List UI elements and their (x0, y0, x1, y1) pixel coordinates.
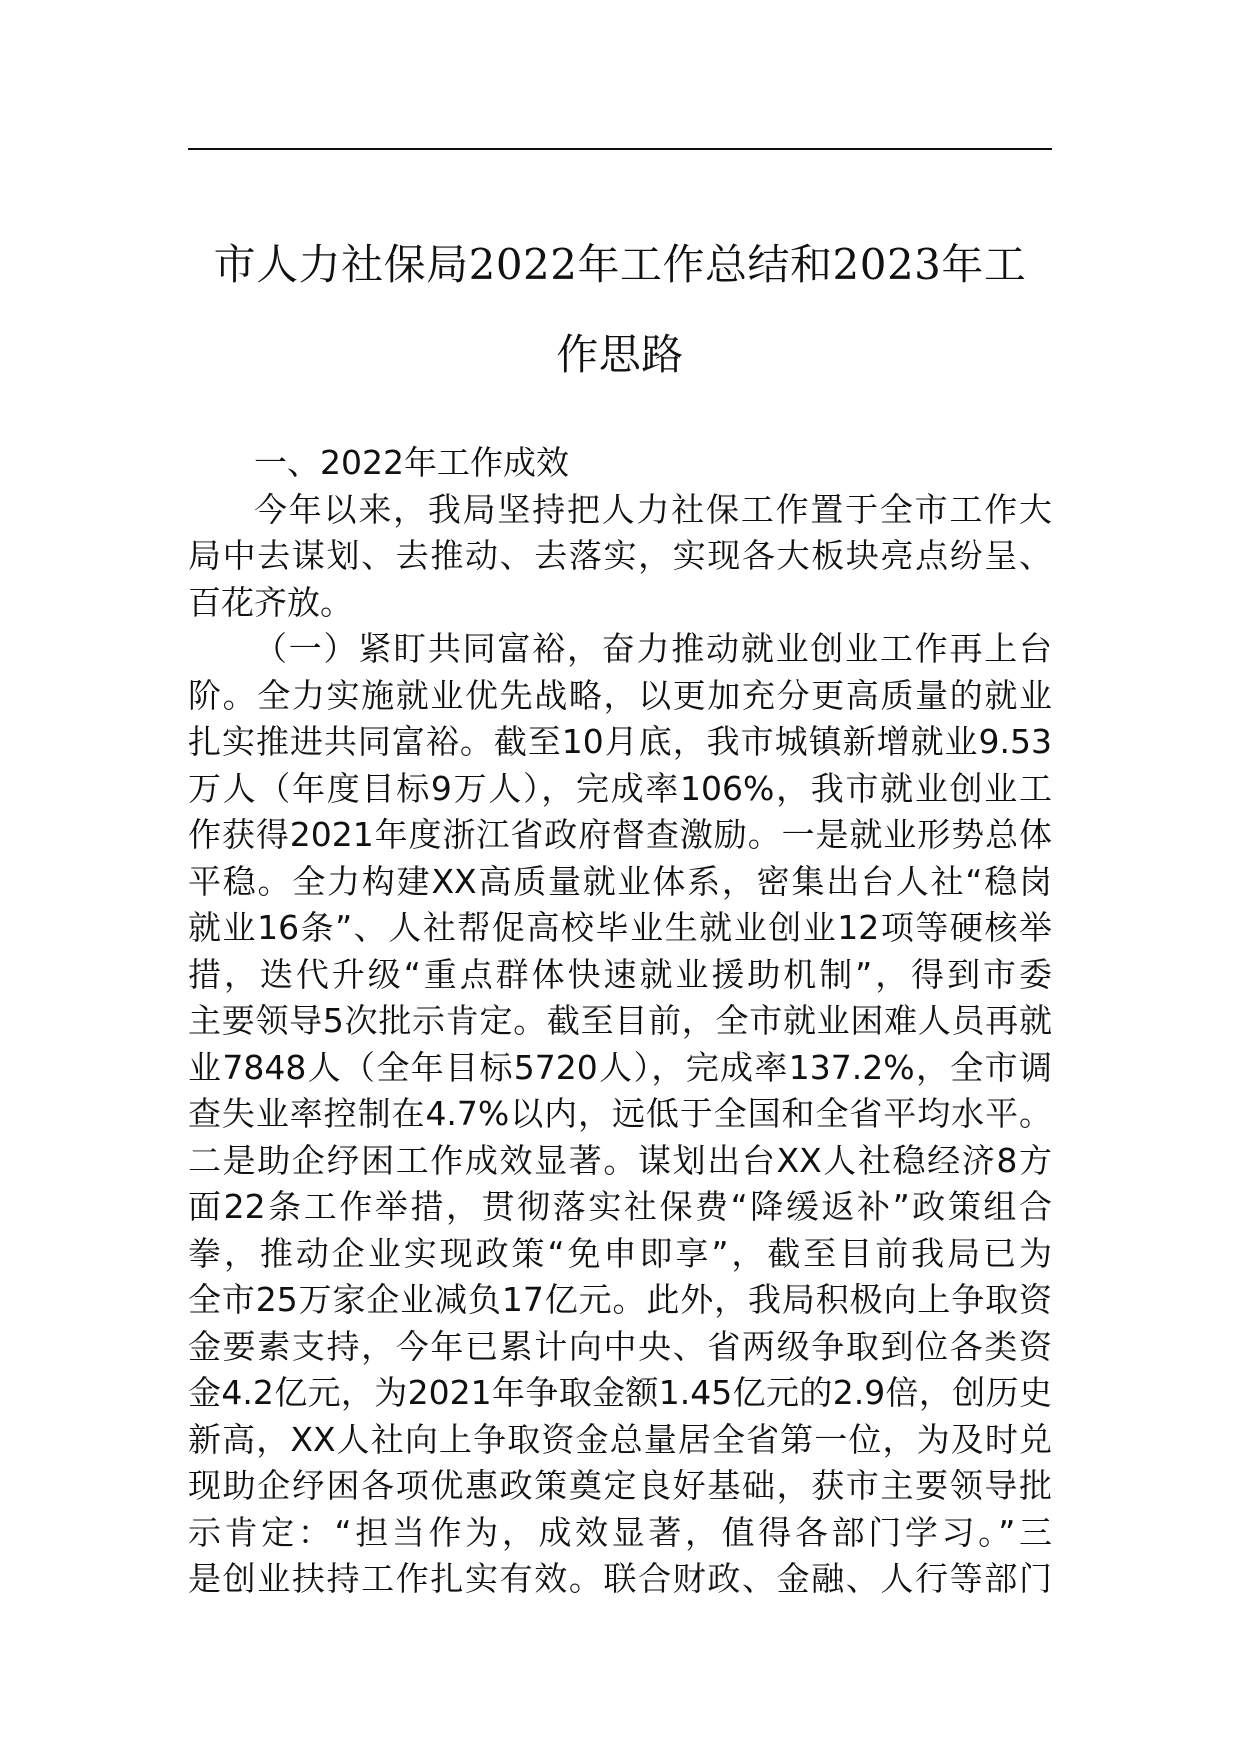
header-rule (188, 148, 1052, 150)
text-line: 扎实推进共同富裕。截至10月底，我市城镇新增就业9.53 (188, 722, 1052, 761)
section-heading: 一、2022年工作成效 (254, 443, 569, 482)
text-line: 局中去谋划、去推动、去落实，实现各大板块亮点纷呈、 (188, 536, 1052, 575)
paragraph-employment (188, 626, 1052, 1603)
text-line: 措，迭代升级“重点群体快速就业援助机制”，得到市委 (188, 954, 1052, 994)
text-line: （一）紧盯共同富裕，奋力推动就业创业工作再上台 (254, 629, 1052, 668)
text-line: 万人（年度目标9万人），完成率106%，我市就业创业工 (188, 768, 1052, 808)
text-line: 阶。全力实施就业优先战略，以更加充分更高质量的就业 (188, 675, 1052, 715)
text-line: 金要素支持，今年已累计向中央、省两级争取到位各类资 (188, 1326, 1052, 1366)
text-line: 面22条工作举措，贯彻落实社保费“降缓返补”政策组合 (188, 1187, 1052, 1226)
document-body (188, 440, 1052, 1603)
text-line: 就业16条”、人社帮促高校毕业生就业创业12项等硬核举 (188, 908, 1052, 947)
title-line: 市人力社保局2022年工作总结和2023年工 (213, 240, 1027, 289)
text-line: 业7848人（全年目标5720人），完成率137.2%，全市调 (188, 1047, 1052, 1087)
text-line: 是创业扶持工作扎实有效。联合财政、金融、人行等部门 (188, 1559, 1052, 1598)
text-line: 拳，推动企业实现政策“免申即享”，截至目前我局已为 (188, 1233, 1052, 1273)
text-line: 作获得2021年度浙江省政府督查激励。一是就业形势总体 (188, 815, 1052, 854)
paragraph-intro (188, 487, 1052, 627)
text-line: 金4.2亿元，为2021年争取金额1.45亿元的2.9倍，创历史 (188, 1373, 1052, 1412)
text-line: 今年以来，我局坚持把人力社保工作置于全市工作大 (254, 489, 1052, 529)
text-line: 平稳。全力构建XX高质量就业体系，密集出台人社“稳岗 (188, 861, 1052, 901)
text-line: 查失业率控制在4.7%以内，远低于全国和全省平均水平。 (188, 1094, 1052, 1133)
text-line: 全市25万家企业减负17亿元。此外，我局积极向上争取资 (188, 1280, 1052, 1319)
document-title (188, 220, 1052, 400)
title-line: 作思路 (556, 330, 684, 379)
text-line: 现助企纾困各项优惠政策奠定良好基础，获市主要领导批 (188, 1466, 1052, 1505)
text-line: 百花齐放。 (188, 582, 353, 622)
text-line: 新高，XX人社向上争取资金总量居全省第一位，为及时兑 (188, 1419, 1052, 1459)
text-line: 示肯定：“担当作为，成效显著，值得各部门学习。”三 (188, 1512, 1052, 1552)
text-line: 主要领导5次批示肯定。截至目前，全市就业困难人员再就 (188, 1001, 1052, 1040)
text-line: 二是助企纾困工作成效显著。谋划出台XX人社稳经济8方 (188, 1140, 1052, 1180)
